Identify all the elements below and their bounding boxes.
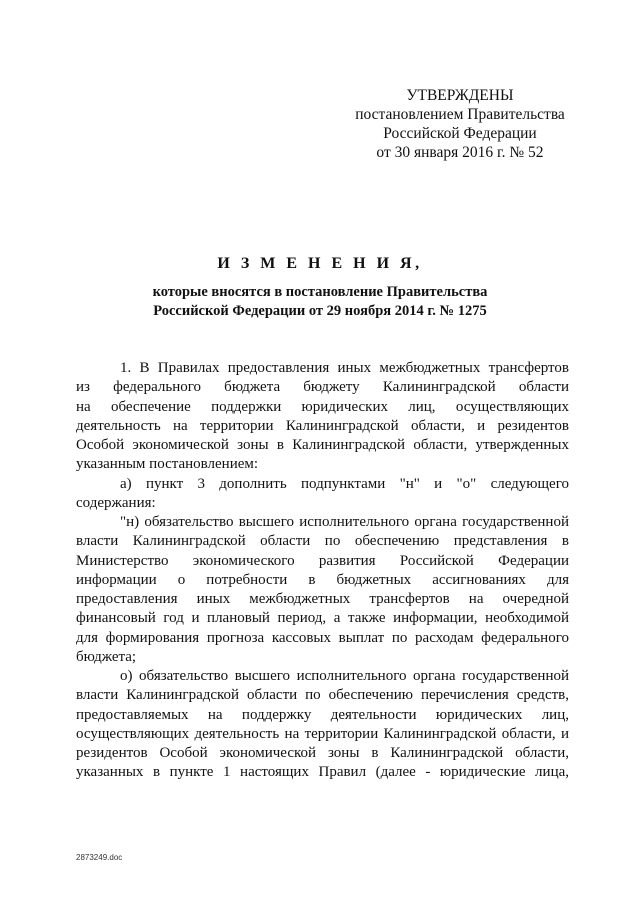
body-line: Особой экономической зоны в Калининградской области, утвержденных [76,437,569,453]
body-line: о) обязательство высшего исполнительного органа государственной [120,668,569,684]
body-line: 1. В Правилах предоставления иных межбюджетных трансфертов [120,360,569,376]
file-reference: 2873249.doc [76,853,123,862]
approval-stamp [330,86,590,162]
subheading-line: которые вносятся в постановление Правительства [152,284,488,300]
body-line: для формирования прогноза кассовых выплат по расходам федерального [76,629,569,646]
body-line: финансовый год и плановый период, а также информации, необходимой [76,610,569,627]
body-line: информации о потребности в бюджетных ассигнованиях для [76,571,569,588]
body-line: из федерального бюджета бюджету Калининградской области [76,379,569,396]
approval-date: от 30 января 2016 г. № 52 [376,144,544,161]
body-line: "н) обязательство высшего исполнительного органа государственной [120,514,569,530]
body-line: власти Калининградской области по обеспечению представления в [76,533,569,550]
document-heading: И З М Е Н Е Н И Я, [217,255,423,272]
body-line: деятельность на территории Калининградской области, и резидентов [76,417,569,434]
body-line: предоставляемых на поддержку деятельности юридических лиц, [76,706,569,723]
body-line: бюджета; [76,648,137,665]
document-subheading [0,283,640,321]
body-line: предоставления иных межбюджетных трансфертов на очередной [76,591,569,607]
subheading-line: Российской Федерации от 29 ноября 2014 г. № 1275 [153,303,487,319]
approval-title: УТВЕРЖДЕНЫ [406,87,514,104]
body-line: Министерство экономического развития Российской Федерации [76,552,569,569]
body-line: указанных в пункте 1 настоящих Правил (далее - юридические лица, [76,764,569,781]
body-line: резидентов Особой экономической зоны в Калининградской области, [76,745,569,761]
approval-line: постановлением Правительства [355,106,565,123]
approval-line: Российской Федерации [383,125,537,142]
body-line: власти Калининградской области по обеспечению перечисления средств, [76,687,569,704]
body-line: на обеспечение поддержки юридических лиц, осуществляющих [76,398,569,415]
body-line: осуществляющих деятельность на территории Калининградской области, и [76,725,569,742]
body-line: указанным постановлением: [76,456,259,473]
body-line: а) пункт 3 дополнить подпунктами "н" и "о" следующего [120,475,569,492]
body-line: содержания: [76,494,156,511]
document-body [76,359,569,783]
